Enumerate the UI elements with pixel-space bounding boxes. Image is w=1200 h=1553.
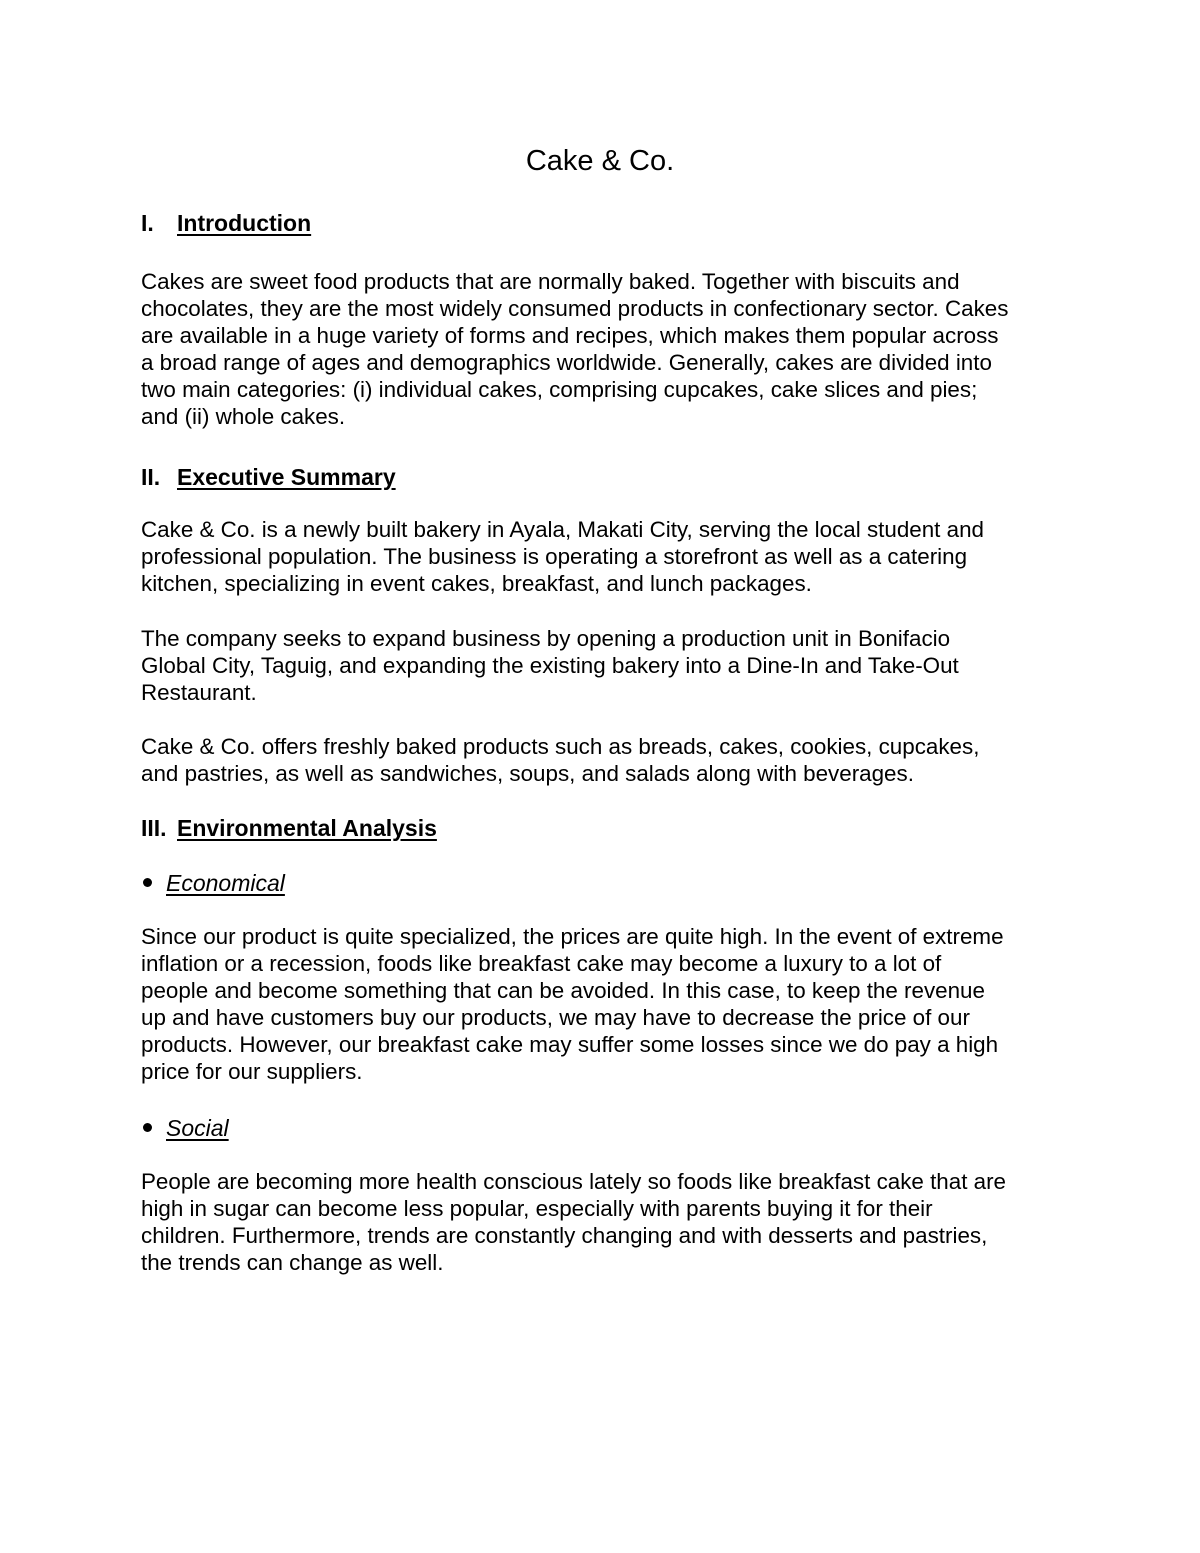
text-line: and pastries, as well as sandwiches, soups, and salads along with beverages.	[141, 761, 914, 786]
text-line: two main categories: (i) individual cakes, comprising cupcakes, cake slices and pies;	[141, 377, 978, 402]
bullet-label: Social	[166, 1115, 229, 1141]
text-line: the trends can change as well.	[141, 1250, 444, 1275]
section-number: II.	[141, 464, 161, 490]
text-line: kitchen, specializing in event cakes, breakfast, and lunch packages.	[141, 571, 812, 596]
paragraph-executive-summary-1	[141, 516, 1061, 597]
text-line: Cakes are sweet food products that are normally baked. Together with biscuits and	[141, 269, 960, 294]
text-line: chocolates, they are the most widely consumed products in confectionary sector. Cakes	[141, 296, 1009, 321]
text-line: price for our suppliers.	[141, 1059, 363, 1084]
document-title: Cake & Co.	[525, 145, 675, 177]
text-line: are available in a huge variety of forms and recipes, which makes them popular across	[141, 323, 999, 348]
section-number: III.	[141, 815, 167, 841]
text-line: and (ii) whole cakes.	[141, 404, 346, 429]
text-line: up and have customers buy our products, we may have to decrease the price of our	[141, 1005, 970, 1030]
bullet-economical	[141, 868, 285, 898]
text-line: People are becoming more health conscious lately so foods like breakfast cake that are	[141, 1169, 1007, 1194]
text-line: inflation or a recession, foods like breakfast cake may become a luxury to a lot of	[141, 951, 942, 976]
text-line: professional population. The business is operating a storefront as well as a catering	[141, 544, 968, 569]
bullet-label: Economical	[166, 870, 285, 896]
bullet-social	[141, 1113, 229, 1143]
text-line: people and become something that can be avoided. In this case, to keep the revenue	[141, 978, 985, 1003]
section-heading-introduction	[141, 208, 311, 238]
text-line: a broad range of ages and demographics worldwide. Generally, cakes are divided into	[141, 350, 992, 375]
text-line: high in sugar can become less popular, especially with parents buying it for their	[141, 1196, 933, 1221]
section-heading-environmental-analysis	[141, 813, 437, 843]
paragraph-introduction	[141, 268, 1061, 430]
text-line: products. However, our breakfast cake may suffer some losses since we do pay a high	[141, 1032, 999, 1057]
bullet-dot-icon	[143, 1123, 152, 1132]
section-title: Environmental Analysis	[177, 815, 437, 841]
section-number: I.	[141, 210, 154, 236]
text-line: Restaurant.	[141, 680, 257, 705]
section-title: Introduction	[177, 210, 312, 236]
text-line: Global City, Taguig, and expanding the existing bakery into a Dine-In and Take-Out	[141, 653, 959, 678]
text-line: children. Furthermore, trends are constantly changing and with desserts and pastries,	[141, 1223, 988, 1248]
paragraph-social	[141, 1168, 1061, 1276]
text-line: The company seeks to expand business by opening a production unit in Bonifacio	[141, 626, 951, 651]
text-line: Cake & Co. offers freshly baked products such as breads, cakes, cookies, cupcakes,	[141, 734, 980, 759]
paragraph-executive-summary-3	[141, 733, 1061, 787]
section-heading-executive-summary	[141, 462, 396, 492]
bullet-dot-icon	[143, 878, 152, 887]
text-line: Since our product is quite specialized, the prices are quite high. In the event of extreme	[141, 924, 1004, 949]
paragraph-economical	[141, 923, 1061, 1085]
paragraph-executive-summary-2	[141, 625, 1061, 706]
section-title: Executive Summary	[177, 464, 396, 490]
text-line: Cake & Co. is a newly built bakery in Ayala, Makati City, serving the local student and	[141, 517, 984, 542]
